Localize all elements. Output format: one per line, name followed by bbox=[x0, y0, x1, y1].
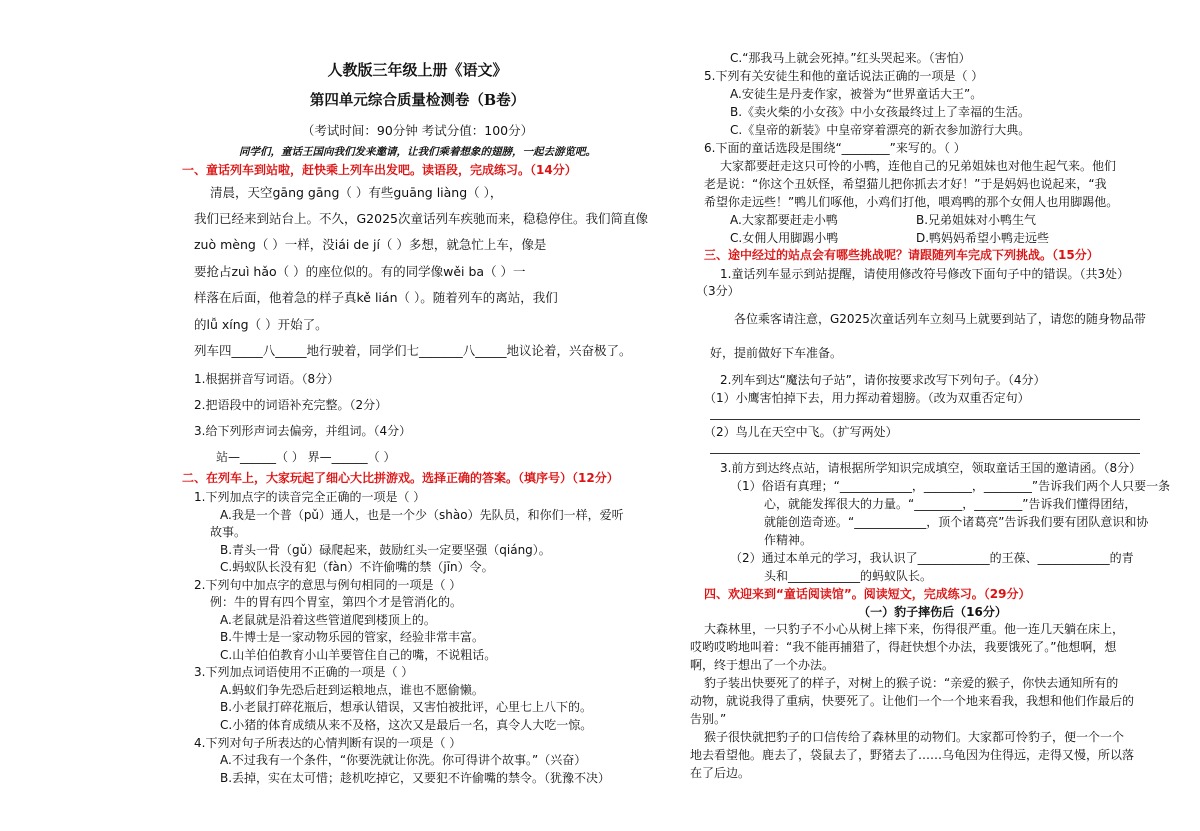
option-line: 故事。 bbox=[210, 525, 247, 539]
story-line: 地去看望他。鹿去了，袋鼠去了，野猪去了……乌龟因为住得远，走得又慢，所以落 bbox=[690, 748, 1135, 762]
fill-line: （2）通过本单元的学习，我认识了____________的王葆、____________的青 bbox=[730, 551, 1134, 565]
option-line: A.老鼠就是沿着这些管道爬到楼顶上的。 bbox=[220, 613, 436, 627]
exam-title: 人教版三年级上册《语文》 bbox=[327, 61, 508, 79]
option-line: B.《卖火柴的小女孩》中小女孩最终过上了幸福的生活。 bbox=[730, 105, 1031, 119]
question-line: 2.下列句中加点字的意思与例句相同的一项是（ ） bbox=[194, 578, 462, 592]
option-line: C.小猪的体育成绩从来不及格，这次又是最后一名，真令人大吃一惊。 bbox=[220, 718, 593, 732]
exam-subtitle: 第四单元综合质量检测卷（B卷） bbox=[309, 92, 526, 109]
section-3-heading: 三、途中经过的站点会有哪些挑战呢？请跟随列车完成下列挑战。（15分） bbox=[704, 248, 1099, 262]
story-line: 哎哟哎哟地叫着：“我不能再捕猎了，得赶快想个办法，我要饿死了。”他想啊，想 bbox=[690, 640, 1117, 654]
sentence-line: 好，提前做好下车准备。 bbox=[710, 346, 843, 360]
question-line: 3.前方到达终点站，请根据所学知识完成填空，领取童话王国的邀请函。（8分） bbox=[720, 461, 1142, 475]
excerpt-line: 大家都要赶走这只可怜的小鸭，连他自己的兄弟姐妹也对他生起气来。他们 bbox=[720, 159, 1117, 173]
story-line: 大森林里，一只豹子不小心从树上摔下来，伤得很严重。他一连几天躺在床上， bbox=[704, 622, 1125, 636]
question-line: 4.下列对句子所表达的心情判断有误的一项是（ ） bbox=[194, 736, 462, 750]
option-line: A.我是一个普（pǔ）通人，也是一个少（shào）先队员，和你们一样，爱听 bbox=[220, 508, 624, 522]
option-line: B.青头一骨（gǔ）碌爬起来，鼓励红头一定要坚强（qiáng）。 bbox=[220, 543, 551, 557]
question-line: 2.列车到达“魔法句子站”，请你按要求改写下列句子。（4分） bbox=[720, 373, 1046, 387]
question-line: 1.根据拼音写词语。（8分） bbox=[194, 372, 340, 386]
option-line: B.丢掉，实在太可惜；趁机吃掉它，又要犯不许偷嘴的禁令。（犹豫不决） bbox=[220, 771, 611, 785]
answer-line[interactable] bbox=[710, 453, 1140, 454]
option-line: C.蚂蚁队长没有犯（fàn）不许偷嘴的禁（jīn）令。 bbox=[220, 560, 494, 574]
story-line: 猴子很快就把豹子的口信传给了森林里的动物们。大家都可怜豹子，便一个一个 bbox=[704, 730, 1125, 744]
story-line: 在了后边。 bbox=[690, 766, 751, 780]
exam-info: （考试时间：90分钟 考试分值：100分） bbox=[301, 123, 534, 138]
greeting: 同学们，童话王国向我们发来邀请，让我们乘着想象的翅膀，一起去游览吧。 bbox=[239, 146, 596, 158]
option-line: C.“那我马上就会死掉。”红头哭起来。（害怕） bbox=[730, 51, 971, 65]
reading-subtitle: （一）豹子摔伤后（16分） bbox=[858, 605, 1007, 619]
option-line: A.蚂蚁们争先恐后赶到运粮地点，谁也不愿偷懒。 bbox=[220, 683, 484, 697]
story-line: 啊，终于想出了一个办法。 bbox=[690, 658, 835, 672]
section-2-heading: 二、在列车上，大家玩起了细心大比拼游戏。选择正确的答案。（填序号）（12分） bbox=[182, 471, 619, 485]
fill-line: 心，就能发挥很大的力量。“________，________”告诉我们懂得团结， bbox=[764, 497, 1137, 511]
passage-line: 的lǚ xíng（ ）开始了。 bbox=[194, 317, 328, 332]
question-line: （2）鸟儿在天空中飞。（扩写两处） bbox=[704, 425, 898, 439]
story-line: 豹子装出快要死了的样子，对树上的猴子说：“亲爱的猴子，你快去通知所有的 bbox=[704, 676, 1119, 690]
question-line: （1）小鹰害怕掉下去，用力挥动着翅膀。（改为双重否定句） bbox=[704, 391, 1030, 405]
section-1-heading: 一、童话列车到站啦，赶快乘上列车出发吧。读语段，完成练习。（14分） bbox=[182, 163, 577, 177]
fill-line: 作精神。 bbox=[764, 533, 813, 547]
option-line: 例：牛的胃有四个胃室，第四个才是管消化的。 bbox=[210, 595, 463, 609]
option-line: A.安徒生是丹麦作家，被誉为“世界童话大王”。 bbox=[730, 87, 983, 101]
question-line: 1.下列加点字的读音完全正确的一项是（ ） bbox=[194, 490, 426, 504]
option-line: C.山羊伯伯教育小山羊要管住自己的嘴，不说粗话。 bbox=[220, 648, 497, 662]
option-line: B.牛博士是一家动物乐园的管家，经验非常丰富。 bbox=[220, 630, 485, 644]
passage-line: 我们已经来到站台上。不久，G2025次童话列车疾驰而来，稳稳停住。我们简直像 bbox=[194, 211, 648, 226]
question-line: 3.下列加点词语使用不正确的一项是（ ） bbox=[194, 665, 414, 679]
option-line: A.不过我有一个条件，“你要洗就让你洗。你可得讲个故事。”（兴奋） bbox=[220, 753, 587, 767]
question-line: 2.把语段中的词语补充完整。（2分） bbox=[194, 398, 388, 412]
excerpt-line: 希望你走远些！”鸭儿们啄他，小鸡们打他，喂鸡鸭的那个女佣人也用脚踢他。 bbox=[704, 195, 1119, 209]
story-line: 告别。” bbox=[690, 712, 727, 726]
fill-line: （1）俗语有真理；“____________，________，________”告诉我们两个人只要一条 bbox=[730, 479, 1171, 493]
option-line: C.女佣人用脚踢小鸭 bbox=[730, 231, 839, 245]
option-line: C.《皇帝的新装》中皇帝穿着漂亮的新衣参加游行大典。 bbox=[730, 123, 1031, 137]
question-line: （3分） bbox=[696, 284, 740, 298]
passage-line: 列车四_____八_____地行驶着，同学们七_______八_____地议论着，兴奋极了。 bbox=[194, 343, 632, 358]
passage-line: 清晨，天空gāng gāng（ ）有些guāng liàng（ ）， bbox=[210, 185, 503, 200]
question-line: 3.给下列形声词去偏旁，并组词。（4分） bbox=[194, 424, 412, 438]
question-line: 1.童话列车显示到站提醒，请使用修改符号修改下面句子中的错误。（共3处） bbox=[720, 267, 1130, 281]
question-line: 6.下面的童话选段是围绕“________”来写的。（ ） bbox=[704, 141, 966, 155]
passage-line: zuò mèng（ ）一样，没iái de jí（ ）多想，就急忙上车，像是 bbox=[194, 237, 547, 252]
excerpt-line: 老是说：“你这个丑妖怪，希望猫儿把你抓去才好！”于是妈妈也说起来，“我 bbox=[704, 177, 1107, 191]
option-line: B.小老鼠打碎花瓶后，想承认错误，又害怕被批评，心里七上八下的。 bbox=[220, 700, 593, 714]
option-line: B.兄弟姐妹对小鸭生气 bbox=[916, 213, 1037, 227]
question-line: 5.下列有关安徒生和他的童话说法正确的一项是（ ） bbox=[704, 69, 984, 83]
story-line: 动物，就说我得了重病，快要死了。让他们一个一个地来看我，我想和他们作最后的 bbox=[690, 694, 1135, 708]
fill-line: 就能创造奇迹。“____________，顶个诸葛亮”告诉我们要有团队意识和协 bbox=[764, 515, 1149, 529]
answer-line[interactable] bbox=[710, 419, 1140, 420]
sentence-line: 各位乘客请注意，G2025次童话列车立刻马上就要到站了，请您的随身物品带 bbox=[734, 312, 1146, 326]
passage-line: 样落在后面，他着急的样子真kě lián（ ）。随着列车的离站，我们 bbox=[194, 290, 558, 305]
option-line: D.鸭妈妈希望小鸭走远些 bbox=[916, 231, 1050, 245]
fill-line: 头和____________的蚂蚁队长。 bbox=[764, 569, 933, 583]
section-4-heading: 四、欢迎来到“童话阅读馆”。阅读短文，完成练习。（29分） bbox=[704, 587, 1031, 601]
option-line: A.大家都要赶走小鸭 bbox=[730, 213, 838, 227]
question-line: 站—______（ ） 界—______（ ） bbox=[216, 450, 396, 464]
passage-line: 要抢占zuì hǎo（ ）的座位似的。有的同学像wěi ba（ ）一 bbox=[194, 264, 526, 279]
